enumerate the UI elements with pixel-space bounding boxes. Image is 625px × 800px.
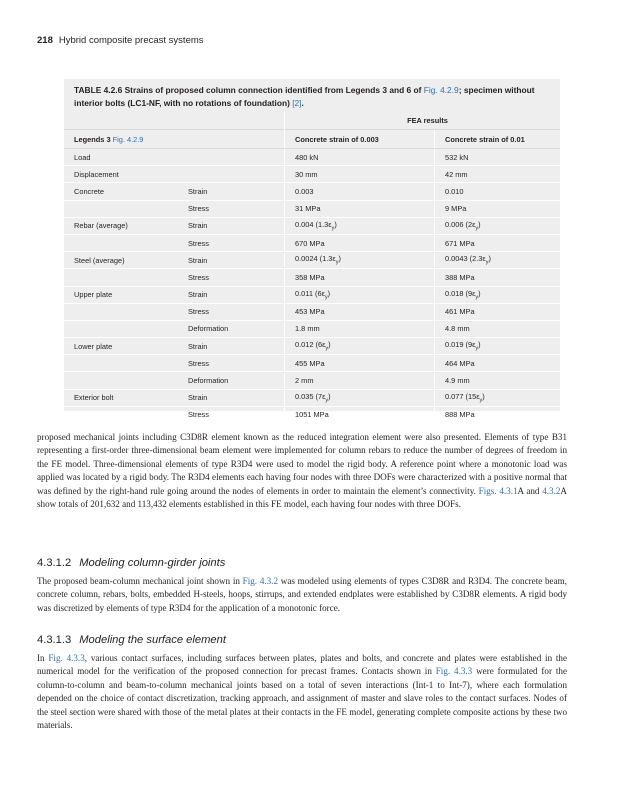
strain-001-cell: 9 MPa <box>435 200 561 217</box>
row-parameter-cell: Stress <box>178 200 285 217</box>
strain-0003-cell: 358 MPa <box>285 269 435 286</box>
figs-4-3-1-link[interactable]: Figs. 4.3.1 <box>478 485 518 496</box>
strain-001-cell: 0.006 $(2\varepsilon_y)$ <box>435 217 561 234</box>
strain-0003-header: Concrete strain of 0.003 <box>285 130 435 149</box>
strain-0003-cell: 1051 MPa <box>285 406 435 423</box>
strain-0003-cell: 0.035 $(7\varepsilon_y)$ <box>285 389 435 406</box>
strain-001-cell: 0.010 <box>435 183 561 200</box>
table-row <box>64 389 560 406</box>
strain-001-cell: 461 MPa <box>435 303 561 320</box>
row-parameter-cell: Strain <box>178 183 285 200</box>
strain-table <box>64 111 560 424</box>
strain-001-cell: 388 MPa <box>435 269 561 286</box>
strain-001-cell: 0.019 $(9\varepsilon_y)$ <box>435 338 561 355</box>
strain-001-cell: 4.9 mm <box>435 372 561 389</box>
row-parameter-cell: Strain <box>178 252 285 269</box>
strain-001-cell: 671 MPa <box>435 234 561 251</box>
table-row <box>64 200 560 217</box>
strain-0003-cell: 0.012 $(6\varepsilon_y)$ <box>285 338 435 355</box>
row-parameter-cell: Deformation <box>178 320 285 337</box>
body-paragraph-2: The proposed beam-column mechanical joint shown in Fig. 4.3.2 was modeled using elements of types C3D8R and R3D4. The concrete beam, concrete column, rebars, bolts, embedded H-steels, hoops, stirrups, and extended endplates were established by C3D8R elements. A rigid body was discretized by elements of type R3D4 for the application of a monotonic force. <box>37 576 567 613</box>
row-parameter-cell: Stress <box>178 303 285 320</box>
caption-text-c: . <box>301 97 304 108</box>
strain-0003-cell: 0.0024 $(1.3\varepsilon_y)$ <box>285 252 435 269</box>
fig-4-3-3-link[interactable]: Fig. 4.3.3 <box>48 653 85 663</box>
section-heading-4-3-1-2: 4.3.1.2 Modeling column-girder joints <box>37 557 226 569</box>
table-row <box>64 303 560 320</box>
table-row <box>64 355 560 372</box>
row-group-cell <box>64 303 178 320</box>
strain-001-cell: 0.077 $(15\varepsilon_y)$ <box>435 389 561 406</box>
page-number: 218 <box>37 35 53 46</box>
table-caption <box>74 84 554 109</box>
strain-0003-cell: 2 mm <box>285 372 435 389</box>
row-parameter-cell: Strain <box>178 389 285 406</box>
row-parameter-cell: Strain <box>178 286 285 303</box>
row-group-cell <box>64 355 178 372</box>
row-parameter-cell: Stress <box>178 355 285 372</box>
row-group-cell: Exterior bolt <box>64 389 178 406</box>
legends-fig-link[interactable]: Fig. 4.2.9 <box>112 134 144 144</box>
row-group-cell <box>64 320 178 337</box>
header-row-columns <box>64 130 560 149</box>
section-heading-4-3-1-3: 4.3.1.3 Modeling the surface element <box>37 634 226 646</box>
fig-4-3-3-link-2[interactable]: Fig. 4.3.3 <box>435 666 473 677</box>
row-group-cell <box>64 269 178 286</box>
table-row <box>64 166 560 183</box>
row-parameter-cell <box>178 166 285 183</box>
strain-001-cell: 888 MPa <box>435 406 561 423</box>
row-group-cell: Steel (average) <box>64 252 178 269</box>
table-row <box>64 269 560 286</box>
row-parameter-cell: Stress <box>178 406 285 423</box>
row-parameter-cell: Strain <box>178 338 285 355</box>
row-group-cell: Load <box>64 149 178 166</box>
row-group-cell <box>64 200 178 217</box>
caption-fig-link[interactable]: Fig. 4.2.9 <box>423 85 459 95</box>
strain-001-cell: 42 mm <box>435 166 561 183</box>
strain-0003-cell: 455 MPa <box>285 355 435 372</box>
table-row <box>64 234 560 251</box>
legends-header: Legends 3 Fig. 4.2.9 <box>64 130 285 149</box>
book-title: Hybrid composite precast systems <box>58 35 204 46</box>
row-parameter-cell: Stress <box>178 269 285 286</box>
running-header <box>37 35 204 46</box>
row-parameter-cell <box>178 149 285 166</box>
caption-text-b: ; specimen without interior bolts (LC1-NF, with no rotations of foundation) <box>74 85 535 108</box>
strain-0003-cell: 31 MPa <box>285 200 435 217</box>
strain-0003-cell: 30 mm <box>285 166 435 183</box>
table-row <box>64 149 560 166</box>
caption-ref-link[interactable]: [2] <box>292 97 302 108</box>
body-paragraph-1: proposed mechanical joints including C3D8R element known as the reduced integration element were also presented. Elements of type B31 representing a first-order three-dimensional beam element were implemented for column rebars to reduce the number of degrees of freedom in the FE model. Three-dimensional elements of type R3D4 were used to model the rigid body. A reference point where a monotonic load was applied was located by a rigid body. The R3D4 elements each having four nodes with three DOFs were characterized with a positive normal that was defined by the right-hand rule going around the nodes of elements in order to maintain the element’s connectivity. Figs. 4.3.1A and 4.3.2A show totals of 201,632 and 113,432 elements established in this FE model, each having four nodes with three DOFs. <box>37 432 567 510</box>
table-label: TABLE 4.2.6 <box>74 85 123 95</box>
row-group-cell: Displacement <box>64 166 178 183</box>
table-row <box>64 183 560 200</box>
fig-4-3-2-link[interactable]: 4.3.2 <box>542 485 561 496</box>
row-parameter-cell: Strain <box>178 217 285 234</box>
strain-0003-cell: 453 MPa <box>285 303 435 320</box>
strain-0003-cell: 670 MPa <box>285 234 435 251</box>
strain-0003-cell: 1.8 mm <box>285 320 435 337</box>
fig-4-3-2-link-2[interactable]: Fig. 4.3.2 <box>242 576 279 586</box>
header-row-fea <box>64 111 560 130</box>
fea-results-header: FEA results <box>285 111 561 130</box>
table-row <box>64 286 560 303</box>
table-row <box>64 252 560 269</box>
table-row <box>64 338 560 355</box>
caption-text-a: Strains of proposed column connection identified from Legends 3 and 6 of <box>124 85 424 95</box>
row-parameter-cell: Stress <box>178 234 285 251</box>
row-group-cell <box>64 372 178 389</box>
strain-0003-cell: 0.011 $(6\varepsilon_y)$ <box>285 286 435 303</box>
table-row <box>64 217 560 234</box>
strain-0003-cell: 0.004 $(1.3\varepsilon_y)$ <box>285 217 435 234</box>
strain-001-cell: 0.0043 $(2.3\varepsilon_y)$ <box>435 252 561 269</box>
strain-001-cell: 464 MPa <box>435 355 561 372</box>
row-group-cell: Upper plate <box>64 286 178 303</box>
strain-0003-cell: 480 kN <box>285 149 435 166</box>
table-row <box>64 320 560 337</box>
row-group-cell <box>64 234 178 251</box>
table-row <box>64 372 560 389</box>
row-group-cell: Rebar (average) <box>64 217 178 234</box>
table-row <box>64 406 560 423</box>
strain-001-header: Concrete strain of 0.01 <box>435 130 561 149</box>
strain-001-cell: 4.8 mm <box>435 320 561 337</box>
row-group-cell <box>64 406 178 423</box>
strain-001-cell: 532 kN <box>435 149 561 166</box>
strain-001-cell: 0.018 $(9\varepsilon_y)$ <box>435 286 561 303</box>
row-group-cell: Concrete <box>64 183 178 200</box>
body-paragraph-3: In Fig. 4.3.3, various contact surfaces, including surfaces between plates, plates and bolts, and concrete and plates were established in the numerical model for the verification of the proposed connection for precast frames. Contacts shown in Fig. 4.3.3 were formulated for the column-to-column and beam-to-column mechanical joints based on a total of seven interactions (Int-1 to Int-7), where each formulation depended on the choice of contact discretization, tracking approach, and assignment of master and slave roles to the contact surfaces. Nodes of the steel section were shared with those of the metal plates at their contacts in the FE model, generating complete composite actions by these two materials. <box>37 653 568 731</box>
strain-0003-cell: 0.003 <box>285 183 435 200</box>
row-group-cell: Lower plate <box>64 338 178 355</box>
row-parameter-cell: Deformation <box>178 372 285 389</box>
